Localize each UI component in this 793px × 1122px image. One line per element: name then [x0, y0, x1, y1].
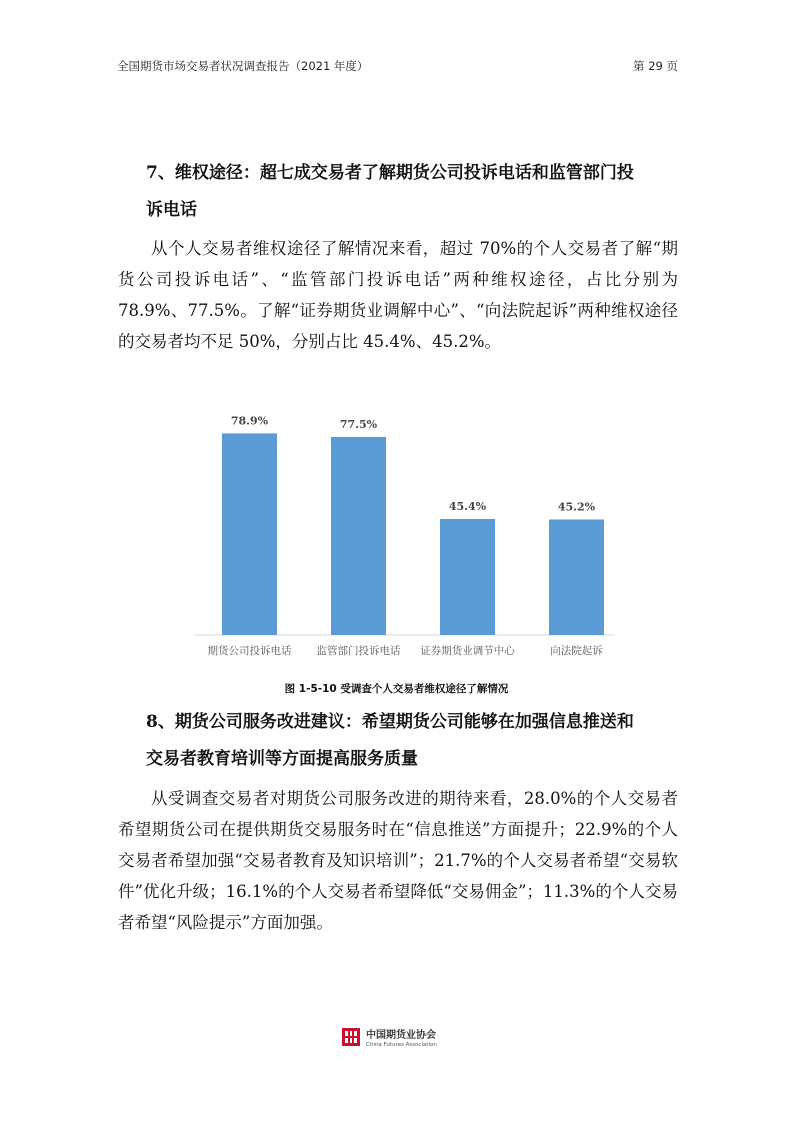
cfa-logo	[340, 1026, 460, 1050]
section7-paragraph: 从个人交易者维权途径了解情况来看，超过 70%的个人交易者了解“期货公司投诉电话”、“监管部门投诉电话”两种维权途径，占比分别为 78.9%、77.5%。了解“证券期货业调解中心”、“向法院起诉”两种维权途径的交易者均不足 50%，分别占比 45.4%、45.2%。	[118, 239, 678, 351]
page-number: 第 29 页	[633, 59, 678, 73]
bar-1	[222, 433, 277, 635]
cfa-logo-cn: 中国期货业协会	[366, 1030, 436, 1041]
figure-caption: 图 1-5-10 受调查个人交易者维权途径了解情况	[284, 683, 509, 695]
section8-heading	[146, 704, 691, 778]
section7-heading	[146, 155, 691, 229]
value-label-2: 77.5%	[339, 417, 378, 431]
bar-chart	[195, 385, 615, 670]
section7-heading-line2: 诉电话	[146, 200, 197, 220]
value-label-3: 45.4%	[448, 499, 487, 513]
category-label-3: 证券期货业调节中心	[420, 645, 515, 657]
value-label-4: 45.2%	[557, 500, 596, 514]
cfa-logo-icon	[342, 1028, 360, 1046]
category-label-2: 监管部门投诉电话	[316, 645, 401, 657]
bar-3	[440, 519, 495, 635]
category-label-1: 期货公司投诉电话	[207, 645, 292, 657]
category-label-4: 向法院起诉	[550, 645, 603, 657]
value-label-1: 78.9%	[230, 414, 269, 428]
section8-heading-line2: 交易者教育培训等方面提高服务质量	[146, 749, 418, 769]
section7-heading-line1: 7、维权途径：超七成交易者了解期货公司投诉电话和监管部门投	[146, 163, 634, 183]
bar-2	[331, 437, 386, 635]
section8-paragraph: 从受调查交易者对期货公司服务改进的期待来看，28.0%的个人交易者希望期货公司在提供期货交易服务时在“信息推送”方面提升；22.9%的个人交易者希望加强“交易者教育及知识培训”；21.7%的个人交易者希望“交易软件”优化升级；16.1%的个人交易者希望降低“交易佣金”；11.3%的个人交易者希望“风险提示”方面加强。	[118, 789, 678, 932]
bar-4	[549, 519, 604, 635]
cfa-logo-en: China Futures Association	[366, 1042, 437, 1048]
section8-heading-line1: 8、期货公司服务改进建议：希望期货公司能够在加强信息推送和	[146, 712, 634, 732]
report-title: 全国期货市场交易者状况调查报告（2021 年度）	[117, 59, 369, 73]
